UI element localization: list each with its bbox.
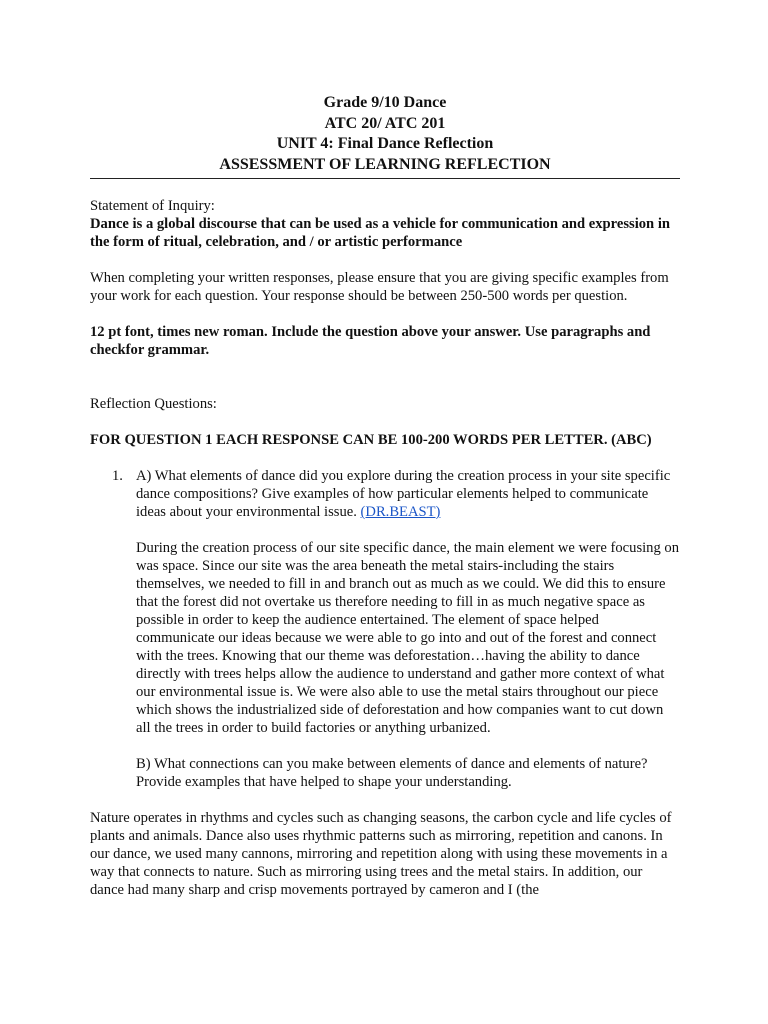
header-course: ATC 20/ ATC 201 [324,114,446,132]
header-assessment: ASSESSMENT OF LEARNING REFLECTION [219,155,551,173]
dr-beast-link[interactable]: (DR.BEAST) [360,504,441,520]
instructions-text: When completing your written responses, please ensure that you are giving specific examples from your work for each question. Your response should be between 250-500 words per question. [90,270,669,304]
document-page [90,93,680,899]
format-instructions: 12 pt font, times new roman. Include the question above your answer. Use paragraphs and checkfor grammar. [90,324,651,358]
answer-1b: Nature operates in rhythms and cycles such as changing seasons, the carbon cycle and life cycles of plants and animals. Dance also uses rhythmic patterns such as mirroring, repetition and canons. In our dance, we used many cannons, mirroring and repetition along with using these movements in a way that connects to nature. Such as mirroring using trees and the metal stairs. In addition, our dance had many sharp and crisp movements portrayed by cameron and I (the [90,810,672,898]
question-1b: B) What connections can you make between elements of dance and elements of nature? Provide examples that have helped to shape your understanding. [136,756,648,790]
question1-note: FOR QUESTION 1 EACH RESPONSE CAN BE 100-200 WORDS PER LETTER. (ABC) [90,432,652,448]
inquiry-statement: Dance is a global discourse that can be used as a vehicle for communication and expression in the form of ritual, celebration, and / or artistic performance [90,216,670,250]
answer-1a: During the creation process of our site specific dance, the main element we were focusing on was space. Since our site was the area beneath the metal stairs-including the stairs themselves, we needed to fill in and branch out as much as we could. We did this to ensure that the forest did not overtake us therefore needing to fill in as much negative space as possible in order to keep the audience entertained. The element of space helped communicate our ideas because we were able to go into and out of the forest and connect with the trees. Knowing that our theme was deforestation…having the ability to dance directly with trees helps allow the audience to understand and gather more context of what our environmental issue is. We were also able to use the metal stairs throughout our piece which shows the industrialized side of deforestation and how companies want to cut down all the trees in order to build factories or anything urbanized. [136,540,680,736]
reflection-label: Reflection Questions: [90,396,217,412]
question-number: 1. [112,468,123,484]
question-1a-text: A) What elements of dance did you explore during the creation process in your site specific dance compositions? Give examples of how particular elements helped to communicate ideas about your environmental issue. [136,468,671,520]
header-unit: UNIT 4: Final Dance Reflection [276,135,494,152]
question-1a [136,467,680,521]
question-1 [90,467,680,791]
document-header [90,93,680,179]
inquiry-label: Statement of Inquiry: [90,198,215,214]
header-grade: Grade 9/10 Dance [323,94,447,111]
